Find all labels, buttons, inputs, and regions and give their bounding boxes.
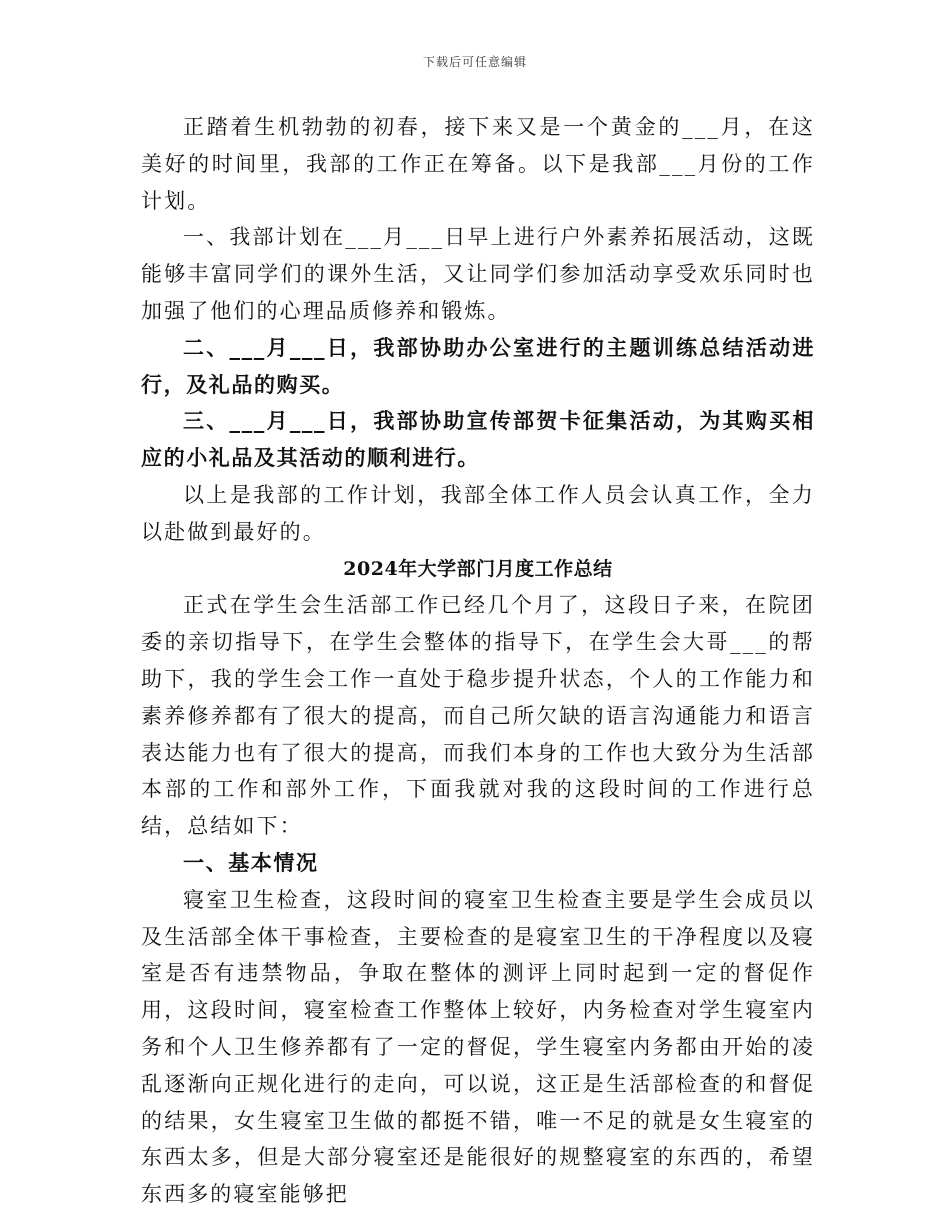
summary-title: 2024年大学部门月度工作总结 [343,557,613,580]
plan-paragraph-item-3: 三、___月___日，我部协助宣传部贺卡征集活动，为其购买相应的小礼品及其活动的顺利进行。 [141,408,815,471]
summary-section-body: 寝室卫生检查，这段时间的寝室卫生检查主要是学生会成员以及生活部全体干事检查，主要检查的是寝室卫生的干净程度以及寝室是否有违禁物品，争取在整体的测评上同时起到一定的督促作用，这段时间，寝室检查工作整体上较好，内务检查对学生寝室内务和个人卫生修养都有了一定的督促，学生寝室内务都由开始的凌乱逐渐向正规化进行的走向，可以说，这正是生活部检查的和督促的结果，女生寝室卫生做的都挺不错，唯一不足的就是女生寝室的东西太多，但是大部分寝室还是能很好的规整寝室的东西的，希望东西多的寝室能够把 [141,887,815,1207]
plan-paragraph-item-2: 二、___月___日，我部协助办公室进行的主题训练总结活动进行，及礼品的购买。 [141,334,815,397]
page-header-note: 下载后可任意编辑 [422,55,527,69]
document-body [141,109,815,1213]
summary-section-heading: 一、基本情况 [183,849,319,875]
plan-paragraph-intro: 正踏着生机勃勃的初春，接下来又是一个黄金的___月，在这美好的时间里，我部的工作正在筹备。以下是我部___月份的工作计划。 [141,115,815,213]
summary-intro-paragraph: 正式在学生会生活部工作已经几个月了，这段日子来，在院团委的亲切指导下，在学生会整体的指导下，在学生会大哥___的帮助下，我的学生会工作一直处于稳步提升状态，个人的工作能力和素养修养都有了很大的提高，而自己所欠缺的语言沟通能力和语言表达能力也有了很大的提高，而我们本身的工作也大致分为生活部本部的工作和部外工作，下面我就对我的这段时间的工作进行总结，总结如下： [141,593,815,839]
plan-paragraph-item-1: 一、我部计划在___月___日早上进行户外素养拓展活动，这既能够丰富同学们的课外生活，又让同学们参加活动享受欢乐同时也加强了他们的心理品质修养和锻炼。 [141,225,815,323]
plan-paragraph-closing: 以上是我部的工作计划，我部全体工作人员会认真工作，全力以赴做到最好的。 [141,482,815,544]
